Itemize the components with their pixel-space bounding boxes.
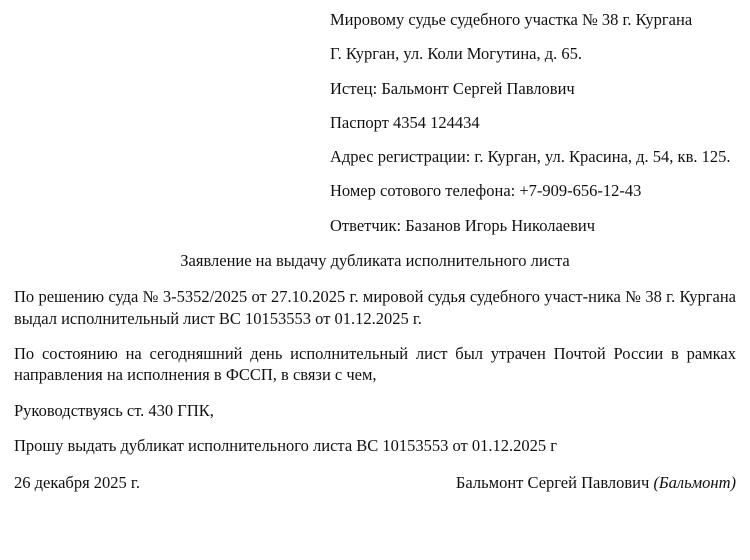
page-title: Заявление на выдачу дубликата исполнительного листа — [180, 251, 570, 271]
signature-date: 26 декабря 2025 г. — [14, 472, 140, 492]
handwritten-signature: (Бальмонт) — [653, 472, 736, 492]
court-address-line: Г. Курган, ул. Коли Могутина, д. 65. — [330, 44, 583, 64]
registration-address-line: Адрес регистрации: г. Курган, ул. Красина, д. 54, кв. 125. — [330, 147, 731, 167]
signature-name — [456, 473, 736, 494]
addressee-block — [330, 10, 745, 236]
signature-row — [14, 473, 736, 494]
paragraph-loss-statement: По состоянию на сегодняшний день исполнительный лист был утрачен Почтой России в рамках направления на исполнения в ФССП, в связи с чем, — [14, 343, 736, 385]
paragraph-request: Прошу выдать дубликат исполнительного листа ВС 10153553 от 01.12.2025 г — [14, 436, 558, 456]
addressee-line: Мировому судье судебного участка № 38 г. Кургана — [330, 10, 693, 29]
phone-number-line: Номер сотового телефона: +7-909-656-12-43 — [330, 181, 642, 201]
signer-full-name: Бальмонт Сергей Павлович — [455, 472, 650, 492]
paragraph-legal-basis: Руководствуясь ст. 430 ГПК, — [14, 400, 214, 420]
defendant-line: Ответчик: Базанов Игорь Николаевич — [330, 215, 596, 235]
paragraph-court-decision: По решению суда № 3-5352/2025 от 27.10.2025 г. мировой судья судебного участ-ника № 38 г. Кургана выдал исполнительный лист ВС 10153553 от 01.12.2025 г. — [14, 287, 736, 328]
passport-line: Паспорт 4354 124434 — [330, 112, 480, 132]
plaintiff-line: Истец: Бальмонт Сергей Павлович — [330, 78, 575, 98]
